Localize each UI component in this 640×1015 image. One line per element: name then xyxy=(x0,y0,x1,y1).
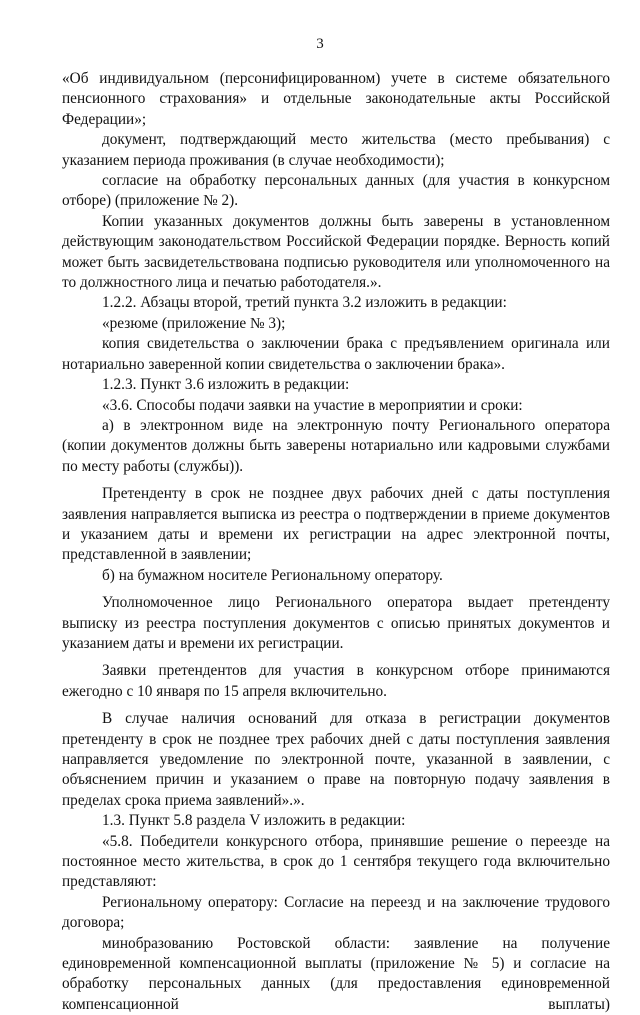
paragraph-electronic-submission: а) в электронном виде на электронную почту Регионального оператора (копии документов должны быть заверены нотариально или кадровыми службами по месту работы (службы)). xyxy=(62,416,610,475)
paragraph-application-dates: Заявки претендентов для участия в конкурсном отборе принимаются ежегодно с 10 января по 15 апреля включительно. xyxy=(62,662,610,700)
paragraph-marriage-certificate: копия свидетельства о заключении брака с предъявлением оригинала или нотариально заверенной копии свидетельства о заключении брака». xyxy=(62,335,610,373)
paragraph-copies-certification: Копии указанных документов должны быть заверены в установленном действующим законодательством Российской Федерации порядке. Верность копий может быть засвидетельствована подписью руководителя или уполномоченного на то должностного лица и печатью работодателя.». xyxy=(62,212,610,292)
paragraph-item-1-2-3: 1.2.3. Пункт 3.6 изложить в редакции: xyxy=(102,376,350,394)
document-body xyxy=(62,69,610,1015)
paragraph-authorized-person: Уполномоченное лицо Регионального оператора выдает претенденту выписку из реестра поступления документов с описью принятых документов и указанием даты и времени их регистрации. xyxy=(62,594,610,652)
paragraph-paper-submission: б) на бумажном носителе Региональному оператору. xyxy=(102,566,443,584)
paragraph-personal-data-consent: согласие на обработку персональных данных (для участия в конкурсном отборе) (приложение № 2). xyxy=(62,172,610,210)
paragraph-ministry-application: минобразованию Ростовской области: заявление на получение единовременной компенсационной выплаты (приложение № 5) и согласие на обработку персональных данных (для предоставления единовременной компенсационной выплаты) xyxy=(62,934,610,1013)
paragraph-item-1-3: 1.3. Пункт 5.8 раздела V изложить в редакции: xyxy=(102,812,406,830)
paragraph-refusal-notice: В случае наличия оснований для отказа в регистрации документов претенденту в срок не позднее трех рабочих дней с даты поступления заявления направляется уведомление по электронной почте, указанной в заявлении, с объяснением причин и указанием о праве на повторную подачу заявления в пределах срока приема заявлений».». xyxy=(62,710,610,809)
paragraph-registry-extract: Претендентy в срок не позднее двух рабочих дней с даты поступления заявления направляется выписка из реестра о подтверждении в приеме документов и указанием даты и времени их регистрации на адрес электронной почты, представленной в заявлении; xyxy=(62,485,610,564)
paragraph-section-3-6: «3.6. Способы подачи заявки на участие в мероприятии и сроки: xyxy=(102,396,523,414)
paragraph-regional-operator-consent: Региональному оператору: Согласие на переезд и на заключение трудового договора; xyxy=(62,893,610,932)
paragraph-residence-document: документ, подтверждающий место жительства (место пребывания) с указанием периода проживания (в случае необходимости); xyxy=(62,131,610,169)
paragraph-section-5-8: «5.8. Победители конкурсного отбора, принявшие решение о переезде на постоянное место жительства, в срок до 1 сентября текущего года включительно представляют: xyxy=(62,832,610,891)
paragraph-item-1-2-2: 1.2.2. Абзацы второй, третий пункта 3.2 изложить в редакции: xyxy=(102,294,507,312)
paragraph-law-title-continuation: «Об индивидуальном (персонифицированном) учете в системе обязательного пенсионного страхования» и отдельные законодательные акты Российской Федерации»; xyxy=(62,70,610,128)
paragraph-resume: «резюме (приложение № 3); xyxy=(102,314,286,332)
page-number: 3 xyxy=(316,36,324,52)
